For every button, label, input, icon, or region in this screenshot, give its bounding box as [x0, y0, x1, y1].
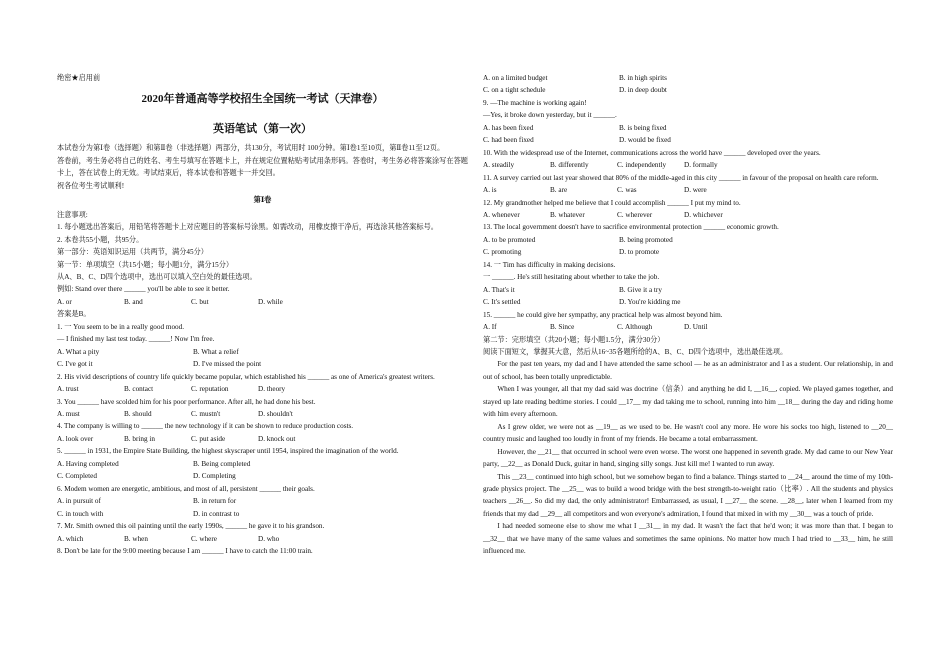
- question-13-options: [483, 234, 893, 246]
- option: B. in high spirits: [619, 74, 667, 82]
- question-4-options: [57, 433, 468, 445]
- option: A. trust: [57, 385, 79, 394]
- option: A. steadily: [483, 161, 515, 170]
- option: C. reputation: [191, 385, 229, 394]
- example-question: 例如: Stand over there ______ you'll be able to see it better.: [57, 285, 230, 294]
- question-13: 13. The local government doesn't have to sacrifice environmental protection ______ economic growth.: [483, 223, 779, 232]
- section-2-instruction: 阅读下面短文，掌握其大意，然后从16~35各题所给的A、B、C、D四个选项中，选出最佳选项。: [483, 347, 788, 356]
- option: C. wherever: [617, 210, 653, 219]
- question-3-options: [57, 408, 468, 420]
- passage-paragraph: I had needed someone else to show me what I __31__ in my dad. It wasn't the fact that he'd won; it was more than that. I began to __32__ that we have many of the same values and sometimes the same opinions. No matter how much I had tried to __33__ him, he still influenced me.: [483, 522, 893, 556]
- option: C. It's settled: [483, 298, 521, 307]
- option: A. on a limited budget: [483, 74, 548, 82]
- question-7: 7. Mr. Smith owned this oil painting until the early 1990s, ______ he gave it to his grandson.: [57, 522, 325, 531]
- right-column: [483, 72, 893, 558]
- question-5-options-2: [57, 470, 468, 482]
- option: D. shouldn't: [258, 409, 293, 418]
- option: A. must: [57, 409, 80, 418]
- option: B. are: [550, 186, 568, 195]
- option: C. was: [617, 186, 637, 195]
- option: C. had been fixed: [483, 136, 534, 145]
- question-2: 2. His vivid descriptions of country life quickly became popular, which established his ______ as one of America's greatest writers.: [57, 372, 435, 381]
- option: D. theory: [258, 385, 286, 394]
- question-8: 8. Don't be late for the 9:00 meeting because I am ______ I have to catch the 11:00 train.: [57, 546, 313, 555]
- question-9: 9. —The machine is working again!: [483, 98, 587, 107]
- option: C. Although: [617, 323, 653, 332]
- section-1-heading: 第一节：单项填空（共15小题；每小题1分，满分15分）: [57, 260, 234, 269]
- question-14-options: [483, 284, 893, 296]
- intro-text-3: 祝各位考生考试顺利!: [57, 181, 125, 190]
- option: C. on a tight schedule: [483, 86, 546, 95]
- question-15: 15. ______ he could give her sympathy, any practical help was almost beyond him.: [483, 310, 723, 319]
- question-2-options: [57, 383, 468, 395]
- exam-subtitle: 英语笔试（第一次）: [213, 123, 312, 136]
- option: B. is being fixed: [619, 123, 667, 132]
- option: A. look over: [57, 434, 94, 443]
- option: A. or: [57, 297, 72, 306]
- question-3: 3. You ______ have scolded him for his poor performance. After all, he had done his best.: [57, 397, 316, 406]
- option: B. being promoted: [619, 235, 673, 244]
- question-11-options: [483, 184, 893, 196]
- option: A. has been fixed: [483, 123, 534, 132]
- option: D. were: [684, 186, 707, 195]
- option: C. I've got it: [57, 360, 93, 369]
- question-10-options: [483, 159, 893, 171]
- option: D. in contrast to: [193, 509, 240, 518]
- section-heading: 第Ⅰ卷: [253, 196, 272, 205]
- question-5: 5. ______ in 1931, the Empire State Building, the highest skyscraper until 1954, inspired the imagination of the world.: [57, 447, 399, 456]
- option: D. while: [258, 297, 283, 306]
- part-heading: 第一部分：英语知识运用（共两节，满分45分）: [57, 248, 208, 257]
- question-12: 12. My grandmother helped me believe that I could accomplish ______ I put my mind to.: [483, 198, 741, 207]
- option: C. promoting: [483, 248, 522, 257]
- question-8-options: [483, 72, 893, 84]
- option: D. would be fixed: [619, 136, 671, 145]
- question-12-options: [483, 209, 893, 221]
- question-14-options-2: [483, 296, 893, 308]
- option: B. Since: [550, 323, 575, 332]
- question-6-options-2: [57, 508, 468, 520]
- option: D. I've missed the point: [193, 360, 262, 369]
- passage-paragraph: For the past ten years, my dad and I have attended the same school — he as an administrator and I as a student. Our relationship, in and out of school, has been totally unpredictable.: [483, 360, 893, 381]
- option: B. when: [124, 534, 148, 543]
- option: A. That's it: [483, 285, 515, 294]
- question-15-options: [483, 321, 893, 333]
- passage-paragraph: When I was younger, all that my dad said was doctrine（信条）and anything he did I, __16__, copied. We played games together, and stayed up late reading bedtime stories. I could __17__ my dad taking me to school, running into him __18__ during the day and riding home with him every afternoon.: [483, 385, 893, 419]
- passage-paragraph: As I grew older, we were not as __19__ as we used to be. He wasn't cool any more. He wore his socks too high, listened to __20__ country music and laughed too loudly in front of my friends. He became a total embarrassment.: [483, 422, 893, 444]
- option: C. but: [191, 297, 209, 306]
- option: C. put aside: [191, 434, 226, 443]
- intro-text: 本试卷分为第Ⅰ卷（选择题）和第Ⅱ卷（非选择题）两部分，共130分，考试用时 100分钟。第Ⅰ卷1至10页，第Ⅱ卷11至12页。: [57, 144, 445, 153]
- option: D. to promote: [619, 248, 660, 257]
- option: B. bring in: [124, 434, 155, 443]
- notice-heading: 注意事项:: [57, 210, 88, 219]
- option: B. Being completed: [193, 459, 251, 468]
- question-14-line-2: 一 ______. He's still hesitating about whether to take the job.: [483, 273, 660, 282]
- option: C. where: [191, 534, 217, 543]
- question-10: 10. With the widespread use of the Internet, communications across the world have ______ developed over the years.: [483, 148, 821, 157]
- option: C. in touch with: [57, 509, 104, 518]
- option: A. whenever: [483, 210, 520, 219]
- option: B. whatever: [550, 210, 585, 219]
- option: D. Until: [684, 323, 708, 332]
- passage-paragraph: This __23__ continued into high school, but we somehow began to find a balance. Things started to __24__ around the time of my 10th-grade physics project. The __25__ was to build a wood bridge with the best strength-to-weight ratio（比率）. All the students and physics teachers __26__. So did my dad, the only administrator! Embarrassed, as usual, I __27__ the scene. __28__, later when I learned from my friends that my dad __29__ all competitors and won everyone's admiration, I found that mixed in with my __30__ was a touch of pride.: [483, 472, 893, 518]
- question-13-options-2: [483, 246, 893, 258]
- option: B. in return for: [193, 497, 237, 506]
- option: A. to be promoted: [483, 235, 536, 244]
- option: C. independently: [617, 161, 667, 170]
- question-6: 6. Modem women are energetic, ambitious, and most of all, persistent ______ their goals.: [57, 484, 315, 493]
- option: A. If: [483, 323, 497, 332]
- example-answer: 答案是B。: [57, 310, 91, 319]
- question-7-options: [57, 533, 468, 545]
- question-5-options: [57, 458, 468, 470]
- question-1-options: [57, 346, 468, 358]
- option: B. contact: [124, 385, 154, 394]
- option: D. You're kidding me: [619, 298, 681, 307]
- option: A. What a pity: [57, 347, 100, 356]
- option: B. Give it a try: [619, 285, 662, 294]
- option: B. differently: [550, 161, 589, 170]
- option: C. Completed: [57, 472, 97, 481]
- instruction: 从A、B、C、D四个选项中，选出可以填入空白处的最佳选项。: [57, 272, 257, 281]
- exam-title: 2020年普通高等学校招生全国统一考试（天津卷）: [141, 93, 384, 106]
- example-options: [57, 296, 468, 308]
- option: D. who: [258, 534, 280, 543]
- option: D. in deep doubt: [619, 86, 667, 95]
- question-9-line-2: —Yes, it broke down yesterday, but it ______.: [483, 111, 617, 120]
- question-1-options-2: [57, 358, 468, 370]
- option: B. and: [124, 297, 143, 306]
- notice-item-1: 1. 每小题选出答案后，用铅笔将答题卡上对应题目的答案标号涂黑。如需改动，用橡皮擦干净后，再选涂其他答案标号。: [57, 223, 438, 232]
- option: A. which: [57, 534, 84, 543]
- passage-paragraph: However, the __21__ that occurred in school were even worse. The worst one happened in seventh grade. My dad came to our New Year party, __22__ as Donald Duck, guitar in hand, singing silly songs. Just kill me! I wanted to run away.: [483, 447, 893, 469]
- question-8-options-2: [483, 84, 893, 96]
- intro-text-2: 答卷前，考生务必将自己的姓名、考生号填写在答题卡上，并在规定位置粘贴考试用条形码。答卷时，考生务必将答案涂写在答题卡上，答在试卷上的无效。考试结束后，将本试卷和答题卡一并交回。: [57, 156, 468, 178]
- option: B. What a relief: [193, 347, 239, 356]
- confidential-mark: 绝密★启用前: [57, 74, 101, 82]
- question-6-options: [57, 495, 468, 507]
- option: A. Having completed: [57, 459, 119, 468]
- question-1: 1. 一 You seem to be in a really good mood.: [57, 322, 185, 331]
- option: D. knock out: [258, 434, 296, 443]
- question-9-options: [483, 122, 893, 134]
- left-column: [57, 72, 468, 557]
- option: B. should: [124, 409, 152, 418]
- question-9-options-2: [483, 134, 893, 146]
- option: D. formally: [684, 161, 718, 170]
- option: D. Completing: [193, 472, 236, 481]
- question-4: 4. The company is willing to ______ the new technology if it can be shown to reduce production costs.: [57, 422, 354, 431]
- option: A. is: [483, 186, 497, 195]
- question-1-line-2: — I finished my last test today. ______! Now I'm free.: [57, 335, 215, 344]
- section-2-heading: 第二节：完形填空（共20小题；每小题1.5分，满分30分）: [483, 335, 665, 344]
- notice-item-2: 2. 本卷共55小题，共95分。: [57, 235, 144, 244]
- question-11: 11. A survey carried out last year showed that 80% of the middle-aged in this city ______ in favour of the proposal on health care reform.: [483, 173, 879, 182]
- option: D. whichever: [684, 210, 723, 219]
- option: C. mustn't: [191, 409, 221, 418]
- option: A. in pursuit of: [57, 497, 101, 506]
- question-14: 14. 一 Tim has difficulty in making decisions.: [483, 260, 616, 269]
